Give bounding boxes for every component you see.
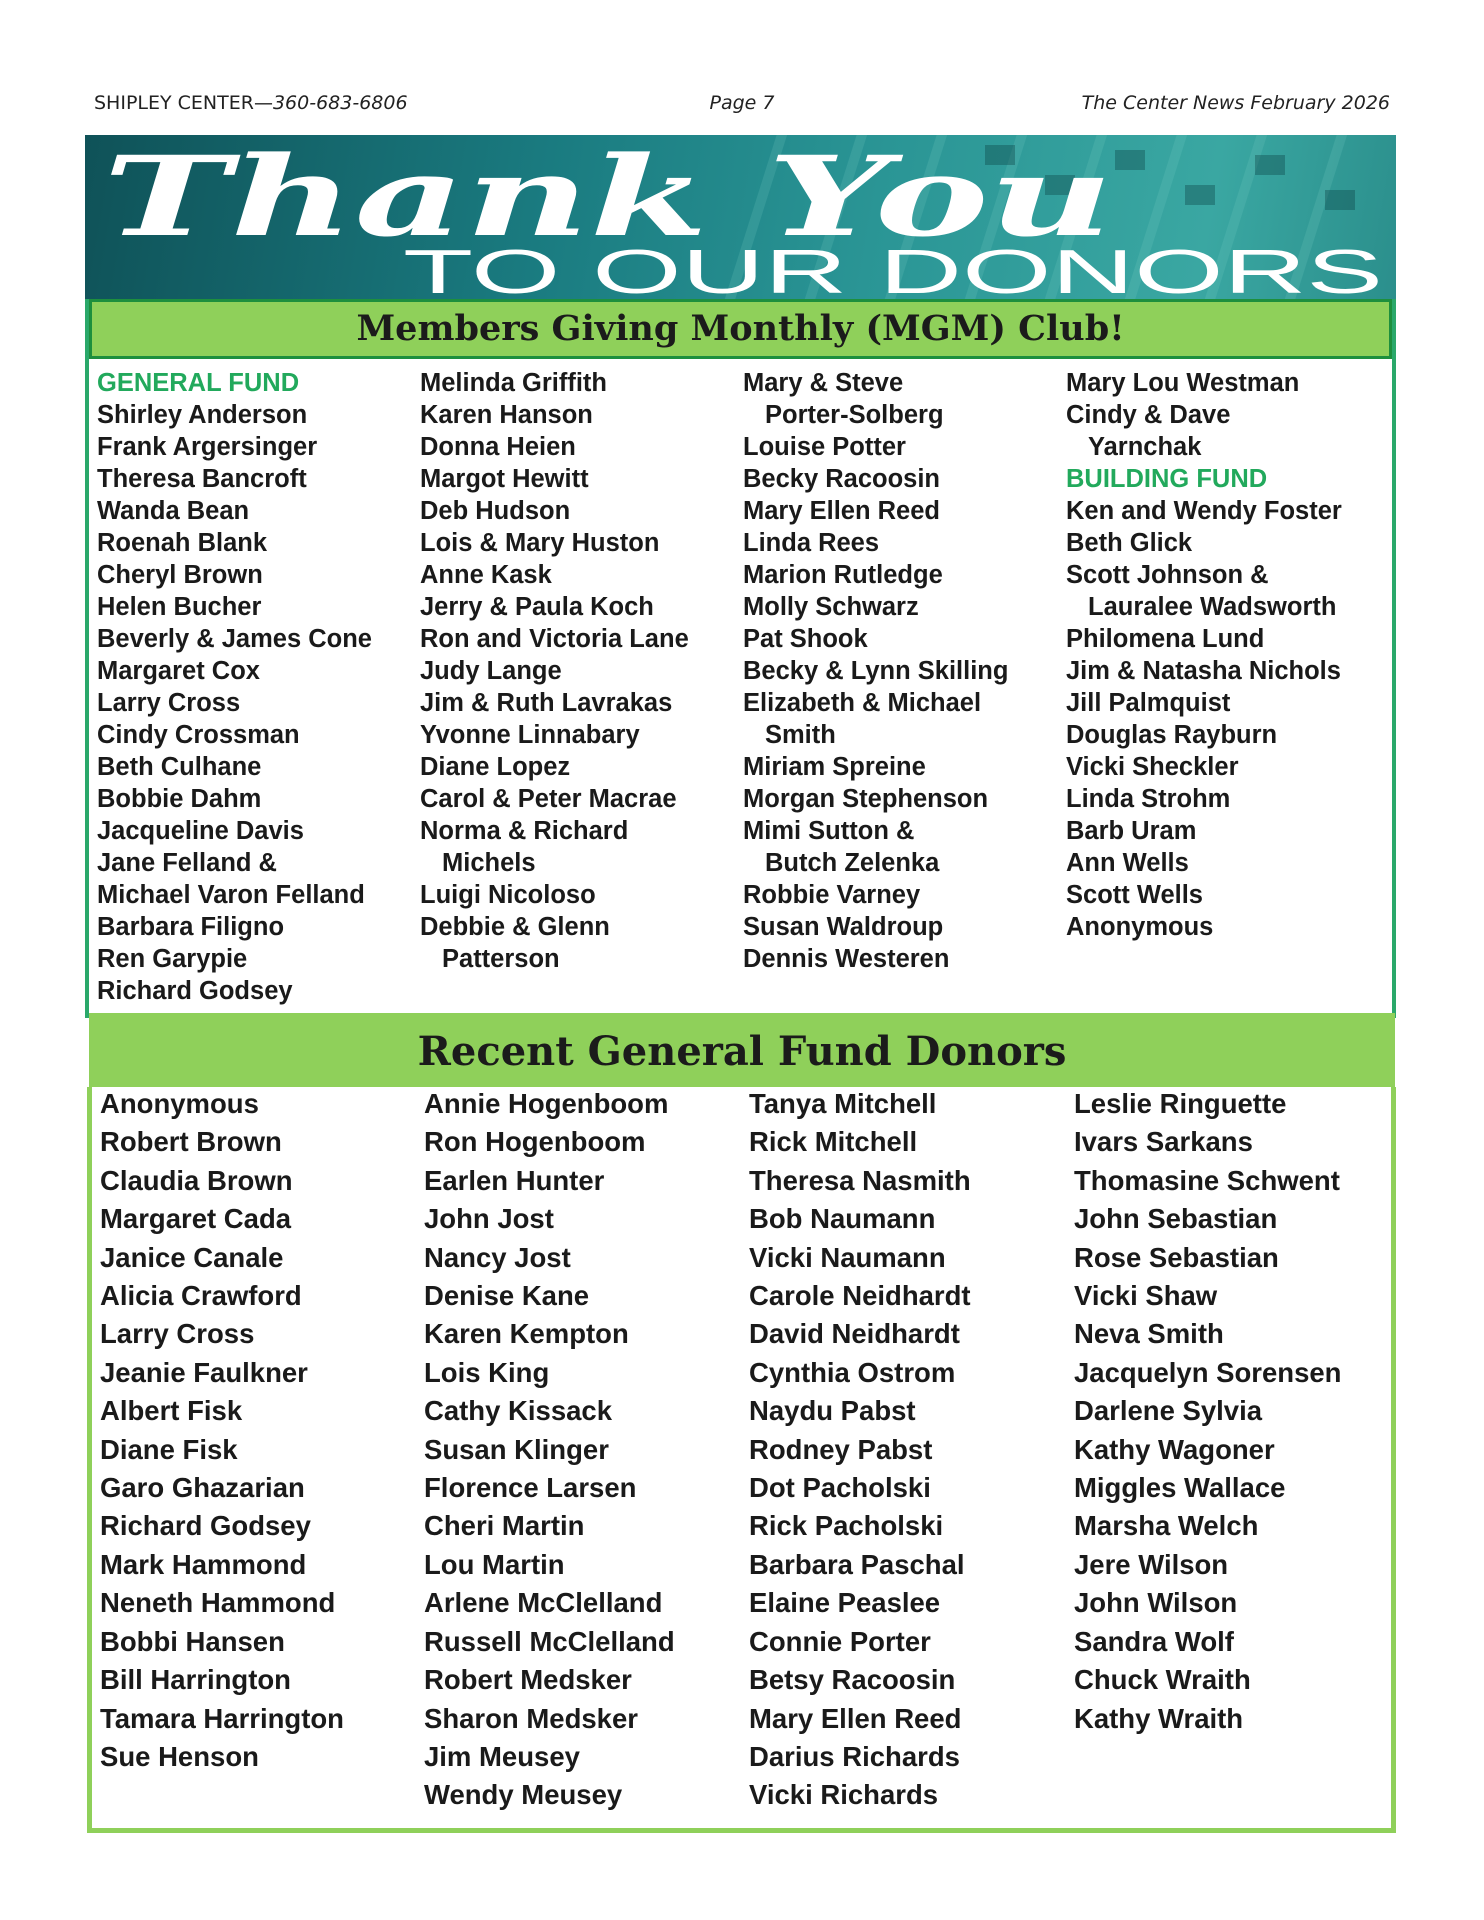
donor-name: Diane Lopez (420, 753, 571, 781)
donor-name: Jacqueline Davis (97, 817, 304, 845)
donor-name: John Sebastian (1074, 1203, 1278, 1235)
donor-name: Ken and Wendy Foster (1066, 497, 1342, 525)
donor-name: John Jost (424, 1203, 554, 1235)
donor-name: Leslie Ringuette (1074, 1088, 1287, 1119)
donor-name: Robert Brown (100, 1126, 282, 1158)
donor-name: Claudia Brown (100, 1164, 293, 1196)
donor-name: Barb Uram (1066, 817, 1197, 845)
donor-name: Morgan Stephenson (743, 785, 989, 813)
donor-name: Michels (442, 849, 536, 877)
donor-name: Anonymous (100, 1088, 259, 1119)
donor-name: Barbara Filigno (97, 913, 285, 941)
banner-text (85, 135, 1396, 299)
donor-name: Bob Naumann (749, 1203, 936, 1235)
donor-name: Darius Richards (749, 1740, 960, 1772)
mgm-club-title: Members Giving Monthly (MGM) Club! (89, 299, 1392, 359)
donor-name: Diane Fisk (100, 1433, 238, 1465)
donor-name: Becky Racoosin (743, 465, 941, 493)
donor-name: Denise Kane (424, 1280, 590, 1312)
donor-name: Deb Hudson (420, 497, 571, 525)
donor-name: Margot Hewitt (420, 465, 589, 493)
donor-name: Barbara Paschal (749, 1548, 965, 1580)
donor-name: Becky & Lynn Skilling (743, 657, 1009, 685)
donor-name: Neneth Hammond (100, 1587, 336, 1619)
donor-name: Larry Cross (100, 1318, 255, 1350)
donor-name: Beverly & James Cone (97, 625, 372, 653)
mgm-column-3 (743, 367, 1008, 975)
donor-name: Betsy Racoosin (749, 1664, 956, 1696)
donor-name: Albert Fisk (100, 1395, 243, 1427)
donor-name: Susan Waldroup (743, 913, 944, 941)
donor-name: Elizabeth & Michael (743, 689, 982, 717)
donor-name: Theresa Nasmith (749, 1164, 971, 1196)
donor-name: Philomena Lund (1066, 625, 1265, 653)
donor-name: Melinda Griffith (420, 369, 607, 397)
banner-thank-you: Thank You (103, 135, 1113, 261)
donor-name: Vicki Richards (749, 1779, 939, 1811)
donor-name: Russell McClelland (424, 1625, 675, 1657)
donor-name: John Wilson (1074, 1587, 1238, 1619)
donor-name: Smith (765, 721, 836, 749)
donor-name: Jim Meusey (424, 1740, 580, 1772)
donor-name: Ann Wells (1066, 849, 1189, 877)
donor-name: Rodney Pabst (749, 1433, 933, 1465)
recent-donors-title: Recent General Fund Donors (89, 1013, 1395, 1087)
donor-name: Helen Bucher (97, 593, 262, 621)
donor-name: Ren Garypie (97, 945, 248, 973)
donor-name: Judy Lange (420, 657, 562, 685)
donor-name: Earlen Hunter (424, 1164, 605, 1196)
donor-name: Lois & Mary Huston (420, 529, 660, 557)
donor-name: Cathy Kissack (424, 1395, 613, 1427)
donor-name: Linda Rees (743, 529, 880, 557)
donor-name: Butch Zelenka (765, 849, 940, 877)
donor-name: Vicki Naumann (749, 1241, 946, 1273)
donor-name: Larry Cross (97, 689, 241, 717)
donor-name: Miriam Spreine (743, 753, 926, 781)
donor-name: Sandra Wolf (1074, 1625, 1234, 1657)
donor-name: Wendy Meusey (424, 1779, 623, 1811)
donor-name: Jill Palmquist (1066, 689, 1231, 717)
donor-name: Richard Godsey (100, 1510, 311, 1542)
banner-to-our-donors: TO OUR DONORS (403, 238, 1383, 299)
donor-name: Annie Hogenboom (424, 1088, 669, 1119)
donor-name: Tanya Mitchell (749, 1088, 937, 1119)
donor-name: Douglas Rayburn (1066, 721, 1278, 749)
donor-name: Janice Canale (100, 1241, 284, 1273)
donor-name: Sharon Medsker (424, 1702, 638, 1734)
donor-name: David Neidhardt (749, 1318, 960, 1350)
donor-name: Lauralee Wadsworth (1088, 593, 1337, 621)
donor-name: Beth Glick (1066, 529, 1193, 557)
donor-name: Margaret Cox (97, 657, 260, 685)
donor-name: Molly Schwarz (743, 593, 919, 621)
donor-name: Tamara Harrington (100, 1702, 344, 1734)
donor-name: Lou Martin (424, 1548, 565, 1580)
donor-name: Rick Pacholski (749, 1510, 944, 1542)
donor-name: Miggles Wallace (1074, 1472, 1286, 1504)
donor-name: Wanda Bean (97, 497, 250, 525)
donor-name: Cheryl Brown (97, 561, 263, 589)
page-header (94, 92, 1390, 116)
donor-name: Anonymous (1066, 913, 1214, 941)
donor-name: Shirley Anderson (97, 401, 308, 429)
mgm-column-1 (97, 367, 372, 1007)
donor-name: Elaine Peaslee (749, 1587, 941, 1619)
donor-name: Karen Hanson (420, 401, 593, 429)
donor-name: Marsha Welch (1074, 1510, 1259, 1542)
donor-name: Donna Heien (420, 433, 576, 461)
donor-name: Vicki Shaw (1074, 1280, 1218, 1312)
header-phone: 360-683-6806 (272, 92, 408, 114)
donor-name: Bobbi Hansen (100, 1625, 285, 1657)
donor-name: Susan Klinger (424, 1433, 609, 1465)
donor-name: Debbie & Glenn (420, 913, 610, 941)
donor-name: Theresa Bancroft (97, 465, 307, 493)
donor-name: Richard Godsey (97, 977, 293, 1005)
donor-name: Rose Sebastian (1074, 1241, 1279, 1273)
donor-name: Scott Johnson & (1066, 561, 1269, 589)
donor-name: Roenah Blank (97, 529, 268, 557)
donor-name: Carole Neidhardt (749, 1280, 971, 1312)
donor-name: Patterson (442, 945, 560, 973)
donor-name: Lois King (424, 1356, 550, 1388)
donor-name: Cindy Crossman (97, 721, 300, 749)
donor-name: Mary Ellen Reed (749, 1702, 962, 1734)
donor-name: Mary & Steve (743, 369, 904, 397)
header-org: SHIPLEY CENTER—360-683-6806 (94, 92, 408, 114)
donor-name: Pat Shook (743, 625, 868, 653)
donor-name: Darlene Sylvia (1074, 1395, 1263, 1427)
donor-name: Linda Strohm (1066, 785, 1231, 813)
donor-name: Ivars Sarkans (1074, 1126, 1253, 1158)
donor-name: Arlene McClelland (424, 1587, 663, 1619)
donor-name: Rick Mitchell (749, 1126, 918, 1158)
donor-name: Bobbie Dahm (97, 785, 262, 813)
donor-name: Marion Rutledge (743, 561, 943, 589)
fund-category-heading: BUILDING FUND (1066, 465, 1268, 493)
donor-name: Cindy & Dave (1066, 401, 1231, 429)
donor-name: Jim & Natasha Nichols (1066, 657, 1341, 685)
donor-name: Mary Lou Westman (1066, 369, 1300, 397)
recent-column-1 (100, 1085, 344, 1776)
donor-name: Frank Argersinger (97, 433, 318, 461)
donor-name: Jim & Ruth Lavrakas (420, 689, 673, 717)
donor-name: Dot Pacholski (749, 1472, 931, 1504)
fund-category-heading: GENERAL FUND (97, 369, 300, 397)
donor-name: Scott Wells (1066, 881, 1203, 909)
donor-name: Cheri Martin (424, 1510, 585, 1542)
donor-name: Dennis Westeren (743, 945, 950, 973)
donor-name: Ron and Victoria Lane (420, 625, 689, 653)
donor-name: Naydu Pabst (749, 1395, 916, 1427)
donor-name: Nancy Jost (424, 1241, 571, 1273)
donor-name: Karen Kempton (424, 1318, 629, 1350)
donor-name: Garo Ghazarian (100, 1472, 305, 1504)
recent-column-2 (424, 1085, 675, 1815)
donor-name: Thomasine Schwent (1074, 1164, 1340, 1196)
mgm-column-2 (420, 367, 689, 975)
donor-name: Michael Varon Felland (97, 881, 365, 909)
donor-name: Anne Kask (420, 561, 552, 589)
donor-name: Chuck Wraith (1074, 1664, 1251, 1696)
donor-name: Mimi Sutton & (743, 817, 915, 845)
donor-name: Jerry & Paula Koch (420, 593, 654, 621)
donor-name: Ron Hogenboom (424, 1126, 646, 1158)
donor-name: Norma & Richard (420, 817, 629, 845)
donor-name: Vicki Sheckler (1066, 753, 1239, 781)
thank-you-banner (85, 135, 1396, 299)
header-page-number: Page 7 (709, 92, 775, 114)
donor-name: Kathy Wagoner (1074, 1433, 1275, 1465)
donor-name: Mary Ellen Reed (743, 497, 940, 525)
donor-name: Kathy Wraith (1074, 1702, 1244, 1734)
donor-name: Beth Culhane (97, 753, 262, 781)
donor-name: Carol & Peter Macrae (420, 785, 677, 813)
donor-name: Luigi Nicoloso (420, 881, 596, 909)
donor-name: Porter-Solberg (765, 401, 944, 429)
donor-name: Margaret Cada (100, 1203, 292, 1235)
recent-column-4 (1074, 1085, 1341, 1738)
donor-name: Jane Felland & (97, 849, 277, 877)
donor-name: Mark Hammond (100, 1548, 307, 1580)
donor-name: Sue Henson (100, 1740, 259, 1772)
donor-name: Jeanie Faulkner (100, 1356, 308, 1388)
donor-name: Neva Smith (1074, 1318, 1224, 1350)
donor-name: Connie Porter (749, 1625, 931, 1657)
donor-name: Robbie Varney (743, 881, 921, 909)
donor-name: Florence Larsen (424, 1472, 637, 1504)
donor-name: Bill Harrington (100, 1664, 291, 1696)
donor-name: Louise Potter (743, 433, 906, 461)
mgm-column-4 (1066, 367, 1342, 943)
donor-name: Alicia Crawford (100, 1280, 302, 1312)
donor-name: Cynthia Ostrom (749, 1356, 956, 1388)
header-publication: The Center News February 2026 (1081, 92, 1390, 114)
donor-name: Robert Medsker (424, 1664, 632, 1696)
donor-name: Jacquelyn Sorensen (1074, 1356, 1342, 1388)
donor-name: Jere Wilson (1074, 1548, 1229, 1580)
donor-name: Yvonne Linnabary (420, 721, 640, 749)
donor-name: Yarnchak (1088, 433, 1202, 461)
recent-column-3 (749, 1085, 971, 1815)
